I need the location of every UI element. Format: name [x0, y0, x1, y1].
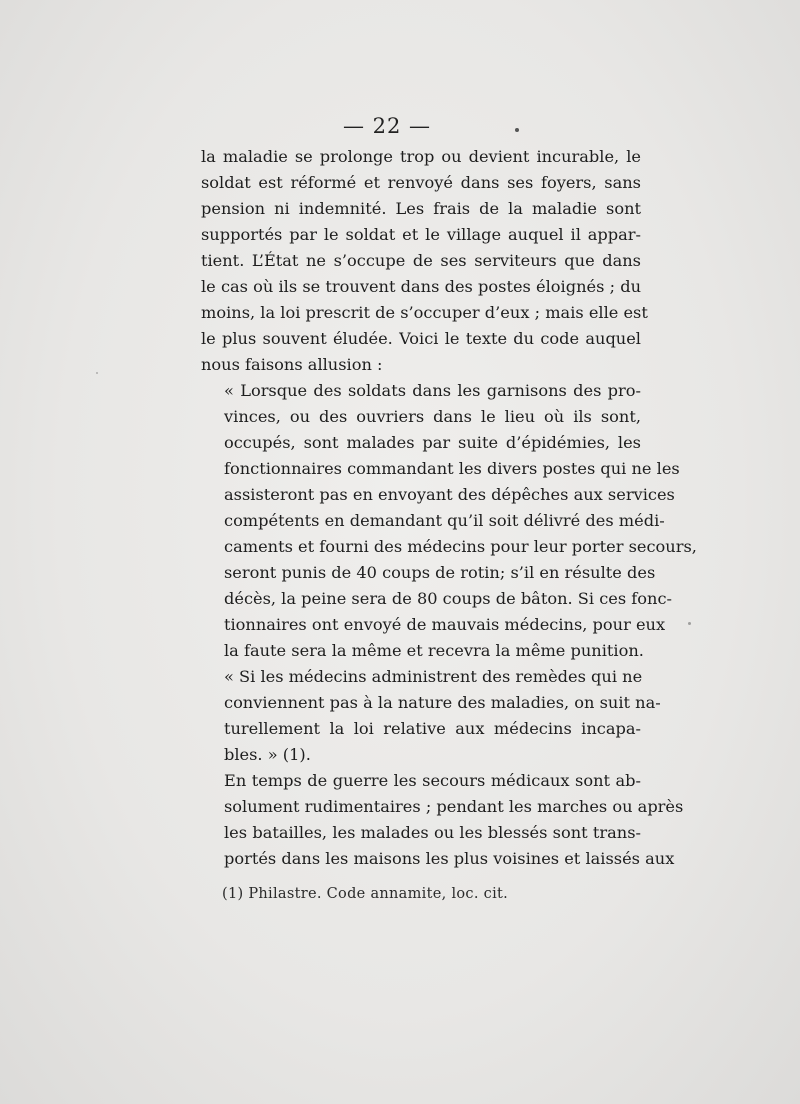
paragraph-1: [201, 144, 648, 378]
text-line: En temps de guerre les secours médicaux sont ab-: [224, 771, 641, 790]
text-line: soldat est réformé et renvoyé dans ses foyers, sans: [201, 173, 641, 192]
paper-speck: [688, 622, 691, 625]
text-line: tionnaires ont envoyé de mauvais médecins, pour eux: [224, 615, 666, 634]
paragraph-3: [201, 664, 661, 768]
text-line: supportés par le soldat et le village auquel il appar-: [201, 225, 641, 244]
text-line: caments et fourni des médecins pour leur porter secours,: [224, 537, 697, 556]
text-line: moins, la loi prescrit de s’occuper d’eux ; mais elle est: [201, 303, 648, 322]
body-text: [201, 144, 697, 872]
paragraph-4: [201, 768, 684, 872]
text-line: tient. L’État ne s’occupe de ses serviteurs que dans: [201, 251, 641, 270]
text-line: les batailles, les malades ou les blessés sont trans-: [224, 823, 641, 842]
page-number: [0, 114, 800, 138]
text-line: portés dans les maisons les plus voisines et laissés aux: [224, 849, 675, 868]
text-line: « Lorsque des soldats dans les garnisons des pro-: [224, 381, 641, 400]
footnote: (1) Philastre. Code annamite, loc. cit.: [222, 886, 509, 902]
text-line: le plus souvent éludée. Voici le texte du code auquel: [201, 329, 641, 348]
text-line: nous faisons allusion :: [201, 355, 383, 374]
text-line: compétents en demandant qu’il soit délivré des médi-: [224, 511, 665, 530]
text-line: vinces, ou des ouvriers dans le lieu où ils sont,: [224, 407, 641, 426]
text-line: seront punis de 40 coups de rotin; s’il en résulte des: [224, 563, 656, 582]
paragraph-2: [201, 378, 697, 664]
text-line: fonctionnaires commandant les divers postes qui ne les: [224, 459, 680, 478]
text-line: pension ni indemnité. Les frais de la maladie sont: [201, 199, 641, 218]
text-line: assisteront pas en envoyant des dépêches aux services: [224, 485, 675, 504]
text-line: occupés, sont malades par suite d’épidémies, les: [224, 433, 641, 452]
page-number-text: — 22 —: [342, 114, 432, 138]
text-line: décès, la peine sera de 80 coups de bâton. Si ces fonc-: [224, 589, 673, 608]
text-line: la maladie se prolonge trop ou devient incurable, le: [201, 147, 641, 166]
text-line: conviennent pas à la nature des maladies, on suit na-: [224, 693, 661, 712]
text-line: le cas où ils se trouvent dans des postes éloignés ; du: [201, 277, 641, 296]
text-line: turellement la loi relative aux médecins incapa-: [224, 719, 641, 738]
text-line: « Si les médecins administrent des remèdes qui ne: [224, 667, 643, 686]
text-line: bles. » (1).: [224, 745, 311, 764]
paper-speck: [515, 128, 519, 132]
text-line: la faute sera la même et recevra la même punition.: [224, 641, 644, 660]
text-line: solument rudimentaires ; pendant les marches ou après: [224, 797, 684, 816]
paper-speck: [96, 372, 98, 374]
